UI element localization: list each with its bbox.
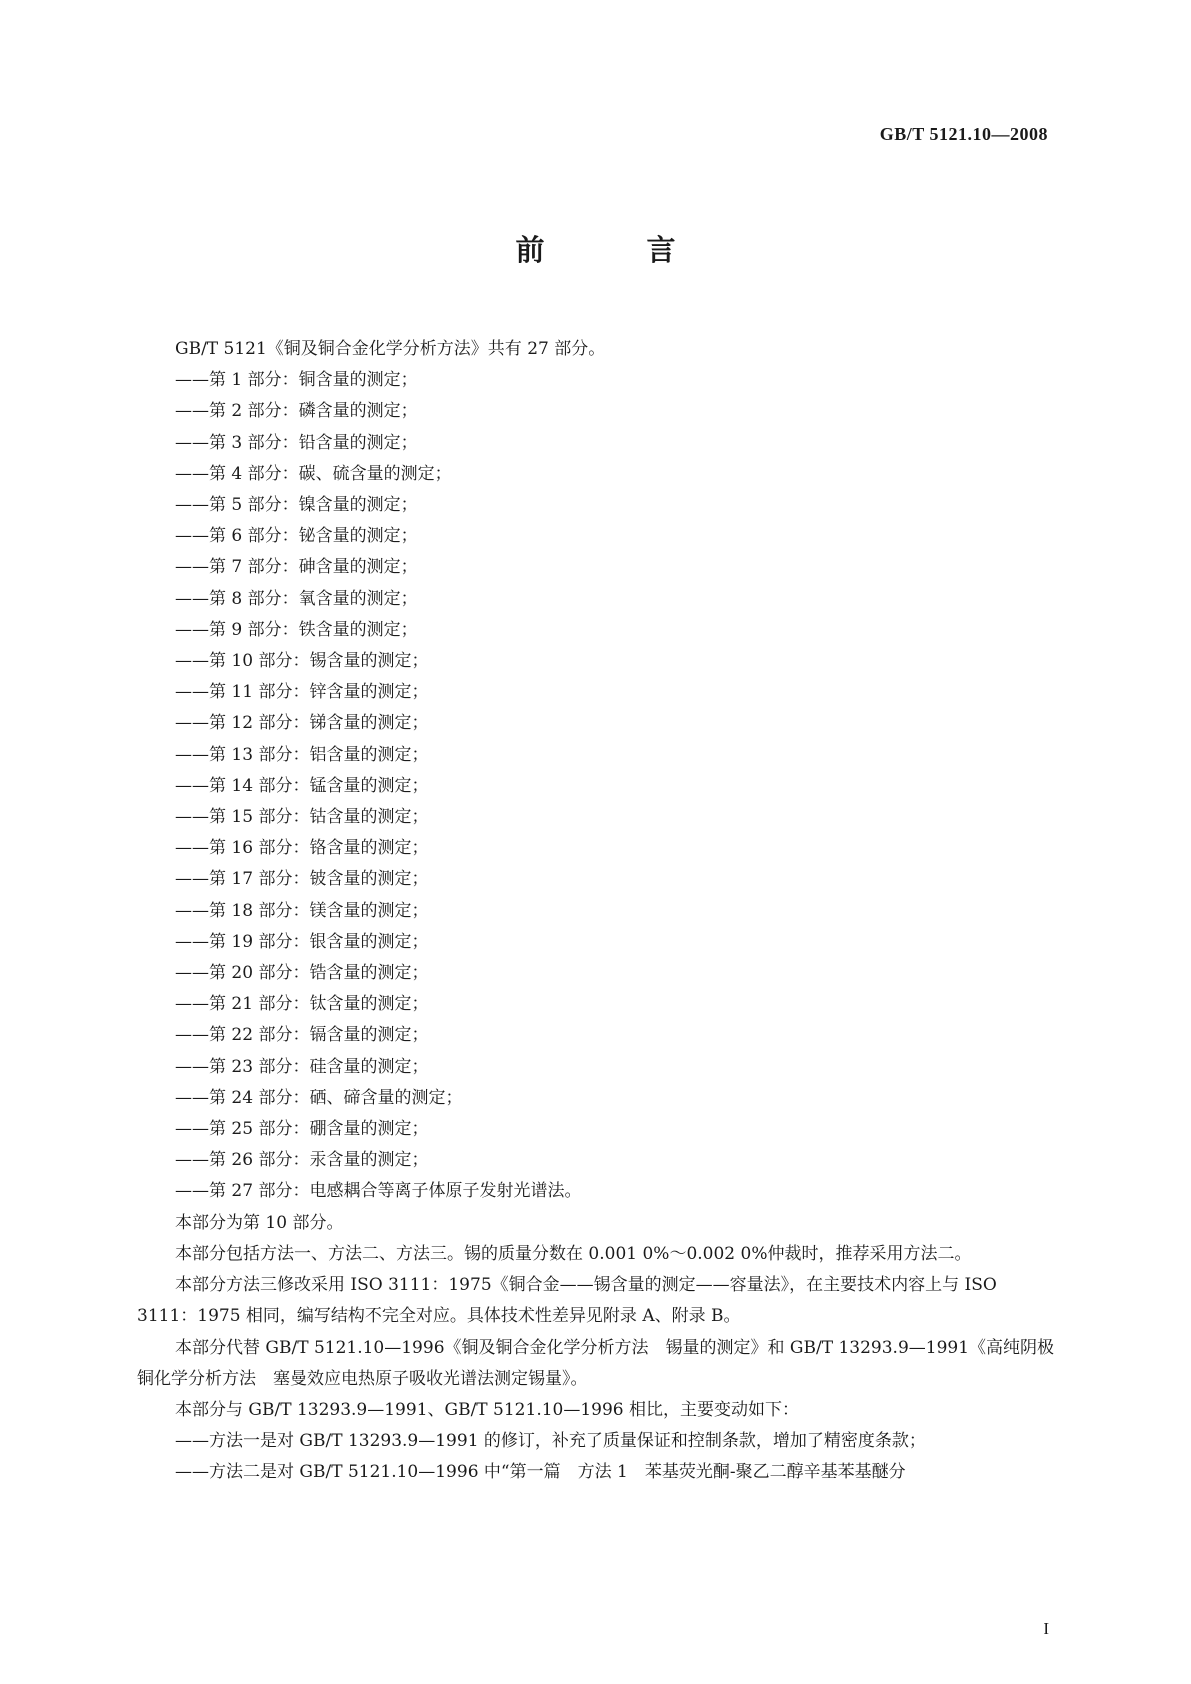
list-item: ——第 23 部分：硅含量的测定； [175, 1056, 429, 1077]
list-item: ——方法一是对 GB/T 13293.9—1991 的修订，补充了质量保证和控制条款，增加了精密度条款； [175, 1431, 926, 1452]
body-paragraph: 本部分为第 10 部分。 [175, 1212, 344, 1233]
list-item: ——第 7 部分：砷含量的测定； [175, 557, 418, 578]
list-item: ——第 9 部分：铁含量的测定； [175, 619, 418, 640]
list-item: ——第 3 部分：铅含量的测定； [175, 432, 418, 453]
list-item: ——第 2 部分：磷含量的测定； [175, 401, 418, 422]
list-item: ——第 19 部分：银含量的测定； [175, 931, 429, 952]
list-item: ——第 25 部分：硼含量的测定； [175, 1119, 429, 1140]
intro-paragraph: GB/T 5121《铜及铜合金化学分析方法》共有 27 部分。 [175, 339, 606, 359]
list-item: ——第 22 部分：镉含量的测定； [175, 1025, 429, 1046]
body-paragraph: 本部分方法三修改采用 ISO 3111：1975《铜合金——锡含量的测定——容量法》，在主要技术内容上与 ISO 3111：1975 相同，编写结构不完全对应。具体技术性差异见附录 A、附录 B。 [137, 1275, 997, 1327]
list-item: ——第 21 部分：钛含量的测定； [175, 994, 429, 1015]
list-item: ——第 16 部分：铬含量的测定； [175, 838, 429, 859]
list-item: ——方法二是对 GB/T 5121.10—1996 中“第一篇 方法 1 苯基荧光酮-聚乙二醇辛基苯基醚分 [175, 1462, 906, 1483]
list-item: ——第 6 部分：铋含量的测定； [175, 526, 418, 547]
list-item: ——第 15 部分：钴含量的测定； [175, 807, 429, 828]
body-paragraph: 本部分包括方法一、方法二、方法三。锡的质量分数在 0.001 0%～0.002 0%仲裁时，推荐采用方法二。 [175, 1243, 972, 1264]
list-item: ——第 8 部分：氧含量的测定； [175, 588, 418, 609]
list-item: ——第 12 部分：锑含量的测定； [175, 713, 429, 734]
list-item: ——第 27 部分：电感耦合等离子体原子发射光谱法。 [175, 1181, 582, 1202]
document-body [137, 334, 1057, 1489]
list-item: ——第 17 部分：铍含量的测定； [175, 869, 429, 890]
list-item: ——第 5 部分：镍含量的测定； [175, 495, 418, 516]
list-item: ——第 1 部分：铜含量的测定； [175, 370, 418, 391]
list-item: ——第 26 部分：汞含量的测定； [175, 1150, 429, 1171]
body-paragraph: 本部分与 GB/T 13293.9—1991、GB/T 5121.10—1996 相比，主要变动如下： [175, 1399, 800, 1420]
list-item: ——第 4 部分：碳、硫含量的测定； [175, 463, 452, 484]
list-item: ——第 14 部分：锰含量的测定； [175, 775, 429, 796]
body-paragraph: 本部分代替 GB/T 5121.10—1996《铜及铜合金化学分析方法 锡量的测定》和 GB/T 13293.9—1991《高纯阴极铜化学分析方法 塞曼效应电热原子吸收光谱法测定锡量》。 [137, 1337, 1055, 1389]
parts-list [137, 365, 1057, 1207]
list-item: ——第 11 部分：锌含量的测定； [175, 682, 429, 703]
page-title: 前 言 [515, 233, 722, 267]
list-item: ——第 24 部分：硒、碲含量的测定； [175, 1087, 463, 1108]
list-item: ——第 18 部分：镁含量的测定； [175, 900, 429, 921]
list-item: ——第 10 部分：锡含量的测定； [175, 651, 429, 672]
list-item: ——第 13 部分：铝含量的测定； [175, 744, 429, 765]
page-number: I [1043, 1619, 1049, 1638]
list-item: ——第 20 部分：锆含量的测定； [175, 963, 429, 984]
standard-code: GB/T 5121.10—2008 [879, 124, 1048, 144]
